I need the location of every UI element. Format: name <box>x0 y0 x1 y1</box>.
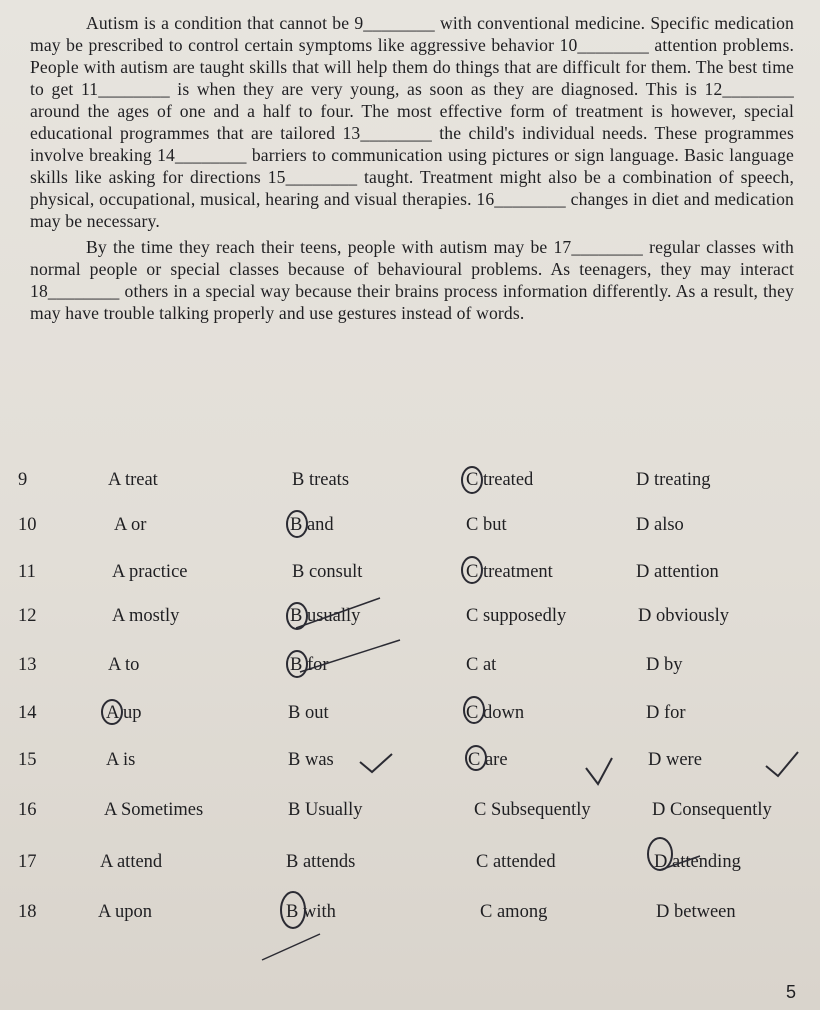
question-row-14 <box>0 703 820 731</box>
question-number: 16 <box>18 800 37 820</box>
question-number: 12 <box>18 606 37 626</box>
option-c[interactable]: C down <box>466 703 525 723</box>
option-d[interactable]: D attention <box>636 562 719 582</box>
option-a[interactable]: A mostly <box>112 606 180 626</box>
question-number: 13 <box>18 655 37 675</box>
option-a[interactable]: A is <box>106 750 136 770</box>
option-a[interactable]: A treat <box>108 470 158 490</box>
option-c[interactable]: C treated <box>466 470 534 490</box>
option-d[interactable]: D Consequently <box>652 800 772 820</box>
option-b[interactable]: B and <box>290 515 334 535</box>
option-b[interactable]: B with <box>286 902 336 922</box>
option-b[interactable]: B for <box>290 655 329 675</box>
option-c[interactable]: C supposedly <box>466 606 567 626</box>
question-number: 18 <box>18 902 37 922</box>
option-b[interactable]: B out <box>288 703 329 723</box>
option-b[interactable]: B was <box>288 750 334 770</box>
option-b[interactable]: B Usually <box>288 800 363 820</box>
question-row-18 <box>0 902 820 930</box>
question-row-12 <box>0 606 820 634</box>
option-b[interactable]: B treats <box>292 470 350 490</box>
question-row-11 <box>0 562 820 590</box>
option-c[interactable]: C Subsequently <box>474 800 591 820</box>
option-c[interactable]: C are <box>468 750 508 770</box>
question-number: 11 <box>18 562 36 582</box>
option-d[interactable]: D by <box>646 655 683 675</box>
option-d[interactable]: D between <box>656 902 736 922</box>
option-a[interactable]: A attend <box>100 852 163 872</box>
question-row-16 <box>0 800 820 828</box>
question-row-17 <box>0 852 820 880</box>
option-a[interactable]: A or <box>114 515 147 535</box>
option-d[interactable]: D obviously <box>638 606 729 626</box>
option-d[interactable]: D treating <box>636 470 711 490</box>
passage-paragraph-1: Autism is a condition that cannot be 9________ with conventional medicine. Specific medication may be prescribed to control certain symptoms like aggressive behavior 10________ attention problems. People with autism are taught skills that will help them do things that are difficult for them. The best time to get 11________ is when they are very young, as soon as they are diagnosed. This is 12________ around the ages of one and a half to four. The most effective form of treatment is however, special educational programmes that are tailored 13________ the child's individual needs. These programmes involve breaking 14________ barriers to communication using pictures or sign language. Basic language skills like asking for directions 15________ taught. Treatment might also be a combination of speech, physical, occupational, musical, hearing and visual therapies. 16________ changes in diet and medication may be necessary. <box>30 13 794 231</box>
question-number: 15 <box>18 750 37 770</box>
question-number: 17 <box>18 852 37 872</box>
question-number: 9 <box>18 470 28 490</box>
page-number: 5 <box>786 982 797 1002</box>
option-a[interactable]: A practice <box>112 562 188 582</box>
question-row-9 <box>0 470 820 498</box>
option-c[interactable]: C at <box>466 655 497 675</box>
question-number: 10 <box>18 515 37 535</box>
question-row-15 <box>0 750 820 778</box>
option-a[interactable]: A to <box>108 655 140 675</box>
option-c[interactable]: C among <box>480 902 548 922</box>
question-row-10 <box>0 515 820 543</box>
option-d[interactable]: D for <box>646 703 686 723</box>
option-a[interactable]: A up <box>106 703 142 723</box>
option-d[interactable]: D were <box>648 750 702 770</box>
reading-passage <box>30 12 794 324</box>
option-a[interactable]: A Sometimes <box>104 800 204 820</box>
option-d[interactable]: D attending <box>654 852 741 872</box>
option-d[interactable]: D also <box>636 515 684 535</box>
option-b[interactable]: B consult <box>292 562 363 582</box>
option-b[interactable]: B attends <box>286 852 356 872</box>
option-b[interactable]: B usually <box>290 606 361 626</box>
question-row-13 <box>0 655 820 683</box>
option-c[interactable]: C attended <box>476 852 556 872</box>
passage-paragraph-2: By the time they reach their teens, people with autism may be 17________ regular classes with normal people or special classes because of behavioural problems. As teenagers, they may interact 18________ others in a special way because their brains process information differently. As a result, they may have trouble talking properly and use gestures instead of words. <box>30 237 794 323</box>
option-c[interactable]: C but <box>466 515 507 535</box>
option-a[interactable]: A upon <box>98 902 152 922</box>
option-c[interactable]: C treatment <box>466 562 553 582</box>
question-number: 14 <box>18 703 37 723</box>
